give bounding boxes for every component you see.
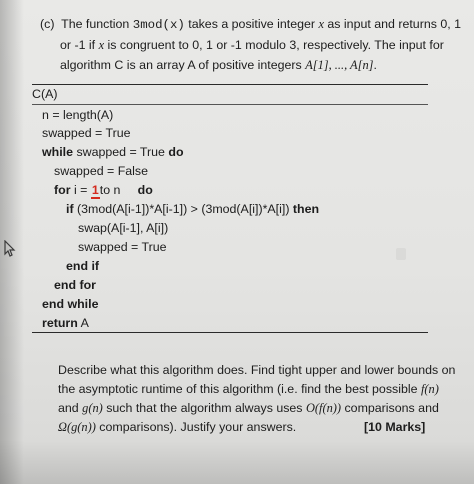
- page-shadow-bottom: [0, 440, 474, 484]
- cursor-arrow-icon: [2, 240, 16, 258]
- function-name: 3mod(x): [132, 18, 185, 32]
- algo-line-if: if (3mod(A[i-1])*A[i-1]) > (3mod(A[i])*A[i]) then: [66, 202, 320, 216]
- algo-line-end-if: end if: [66, 259, 100, 273]
- algo-line-n: n = length(A): [42, 108, 114, 122]
- algo-line-end-while: end while: [42, 297, 99, 311]
- question-label: (c): [40, 17, 55, 31]
- algo-line-swapped-true: swapped = True: [78, 240, 167, 254]
- algorithm-header: C(A): [32, 87, 58, 101]
- algo-line-swapped-init: swapped = True: [42, 126, 131, 140]
- task-line-4: Ω(g(n)) comparisons). Justify your answers.: [58, 420, 297, 434]
- task-line-1: Describe what this algorithm does. Find tight upper and lower bounds on: [58, 363, 456, 377]
- algorithm-bottom-rule: [32, 332, 428, 333]
- algo-line-while: while swapped = True do: [42, 145, 184, 159]
- algo-line-swap: swap(A[i-1], A[i]): [78, 221, 169, 235]
- question-line-1: (c) The function 3mod(x) takes a positive integer x as input and returns 0, 1: [40, 17, 462, 32]
- algo-line-return: return A: [42, 316, 89, 330]
- marks-label: [10 Marks]: [364, 420, 426, 434]
- question-line-2: or -1 if x is congruent to 0, 1 or -1 modulo 3, respectively. The input for: [60, 38, 444, 52]
- algorithm-top-rule: [32, 84, 428, 85]
- red-annotation-one: 1: [91, 183, 99, 197]
- question-line-3: algorithm C is an array A of positive integers A[1], ..., A[n].: [60, 58, 377, 72]
- algo-line-end-for: end for: [54, 278, 96, 292]
- task-line-3: and g(n) such that the algorithm always uses O(f(n)) comparisons and: [58, 401, 439, 415]
- algo-line-for: for i = 1to n do: [54, 183, 153, 197]
- algorithm-header-rule: [32, 104, 428, 105]
- paper-smudge: [396, 248, 406, 260]
- algo-line-swapped-false: swapped = False: [54, 164, 149, 178]
- task-line-2: the asymptotic runtime of this algorithm (i.e. find the best possible f(n): [58, 382, 439, 396]
